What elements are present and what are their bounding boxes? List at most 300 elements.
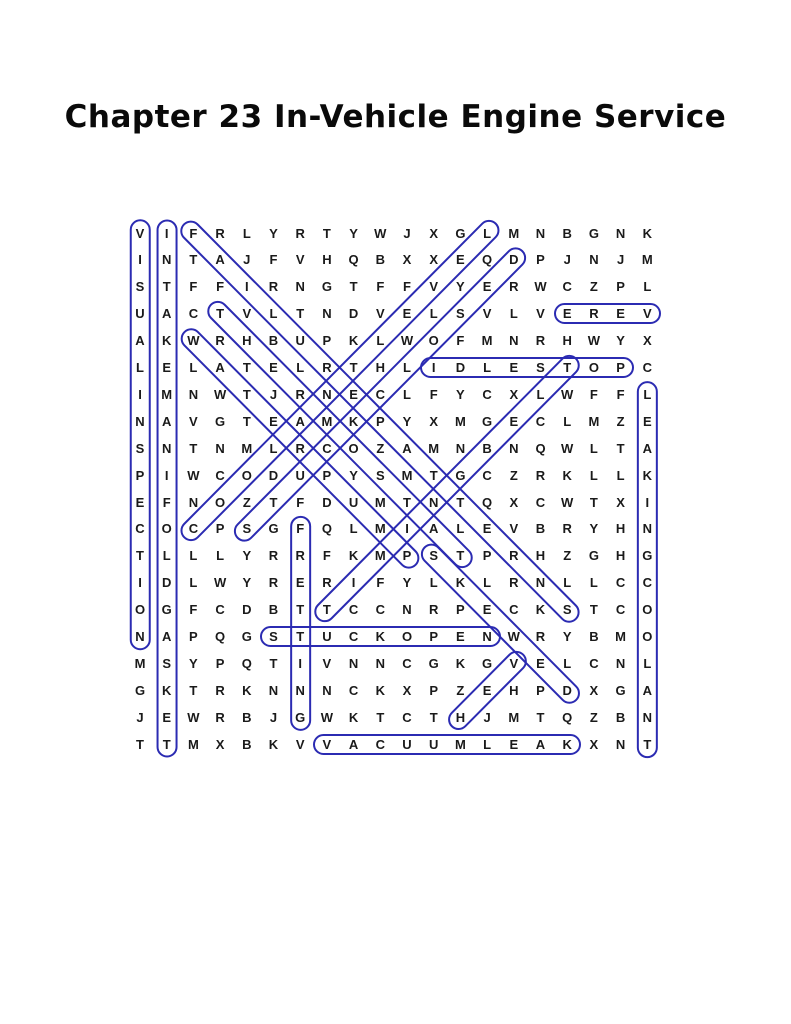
grid-letter: L bbox=[216, 548, 225, 564]
grid-letter: K bbox=[348, 709, 359, 725]
grid-letter: R bbox=[535, 467, 546, 483]
grid-letter: O bbox=[348, 440, 359, 456]
grid-letter: C bbox=[322, 440, 332, 456]
grid-letter: G bbox=[428, 655, 439, 671]
grid-letter: N bbox=[188, 386, 199, 402]
grid-letter: M bbox=[588, 413, 600, 429]
grid-letter: R bbox=[215, 709, 225, 725]
grid-letter: E bbox=[536, 655, 545, 671]
grid-letter: T bbox=[643, 736, 652, 752]
grid-letter: Y bbox=[456, 279, 465, 295]
grid-letter: X bbox=[642, 333, 652, 349]
grid-letter: N bbox=[322, 306, 332, 322]
grid-letter: N bbox=[509, 440, 519, 456]
grid-letter: M bbox=[641, 252, 653, 268]
grid-letter: J bbox=[563, 252, 571, 268]
grid-letter: K bbox=[348, 413, 359, 429]
grid-letter: Y bbox=[349, 225, 358, 241]
grid-letter: H bbox=[535, 548, 546, 564]
grid-letter: T bbox=[242, 386, 251, 402]
grid-letter: P bbox=[135, 467, 145, 483]
grid-letter: W bbox=[213, 386, 227, 402]
grid-letter: V bbox=[189, 413, 198, 429]
grid-letter: N bbox=[322, 386, 332, 402]
grid-letter: C bbox=[615, 602, 626, 618]
grid-letter: T bbox=[536, 709, 545, 725]
grid-letter: V bbox=[295, 252, 305, 268]
grid-letter: C bbox=[375, 602, 385, 618]
grid-letter: R bbox=[322, 575, 332, 591]
grid-letter: B bbox=[562, 225, 572, 241]
grid-letter: Q bbox=[482, 494, 493, 510]
grid-letter: K bbox=[161, 682, 172, 698]
grid-letter: N bbox=[375, 655, 385, 671]
grid-letter: X bbox=[215, 736, 225, 752]
grid-letter: C bbox=[482, 467, 492, 483]
grid-letter: G bbox=[134, 682, 146, 698]
grid-letter: T bbox=[403, 494, 411, 510]
grid-letter: R bbox=[295, 386, 305, 402]
grid-letter: O bbox=[215, 494, 226, 510]
grid-letter: C bbox=[188, 521, 199, 537]
grid-letter: A bbox=[161, 413, 172, 429]
grid-letter: L bbox=[563, 413, 572, 429]
grid-letter: L bbox=[456, 521, 465, 537]
grid-letter: P bbox=[429, 682, 439, 698]
grid-letter: C bbox=[509, 602, 519, 618]
grid-letter: F bbox=[456, 333, 465, 349]
grid-letter: Z bbox=[456, 682, 465, 698]
grid-letter: E bbox=[509, 413, 519, 429]
grid-letter: N bbox=[428, 494, 439, 510]
grid-letter: R bbox=[295, 225, 305, 241]
grid-letter: N bbox=[268, 682, 279, 698]
grid-letter: E bbox=[562, 306, 572, 322]
grid-letter: H bbox=[375, 360, 385, 375]
grid-letter: T bbox=[376, 709, 385, 725]
grid-letter: K bbox=[348, 548, 359, 564]
grid-letter: P bbox=[429, 629, 439, 644]
grid-letter: Y bbox=[456, 386, 465, 402]
grid-letter: P bbox=[322, 467, 332, 483]
grid-letter: W bbox=[534, 279, 547, 295]
grid-letter: H bbox=[455, 709, 466, 725]
grid-letter: F bbox=[429, 386, 438, 402]
grid-letter: I bbox=[351, 575, 356, 591]
grid-letter: C bbox=[348, 602, 359, 618]
grid-letter: E bbox=[616, 306, 625, 322]
grid-letter: P bbox=[456, 602, 465, 618]
grid-letter: N bbox=[402, 602, 412, 618]
grid-letter: T bbox=[322, 225, 331, 241]
grid-letter: L bbox=[429, 306, 438, 322]
grid-letter: I bbox=[164, 225, 169, 241]
grid-letter: S bbox=[375, 467, 385, 483]
grid-letter: S bbox=[269, 629, 278, 644]
grid-letter: F bbox=[189, 225, 198, 241]
grid-letter: T bbox=[456, 548, 465, 564]
grid-letter: G bbox=[455, 467, 466, 483]
grid-letter: N bbox=[482, 629, 492, 644]
grid-letter: A bbox=[135, 333, 145, 349]
grid-letter: L bbox=[296, 360, 305, 375]
grid-letter: G bbox=[588, 225, 599, 241]
grid-letter: X bbox=[509, 386, 519, 402]
grid-letter: C bbox=[535, 494, 546, 510]
grid-letter: Y bbox=[402, 575, 412, 591]
grid-letter: V bbox=[536, 306, 545, 322]
grid-letter: A bbox=[295, 413, 305, 429]
grid-letter: Y bbox=[189, 655, 198, 671]
grid-letter: R bbox=[295, 548, 305, 564]
grid-letter: R bbox=[509, 279, 519, 295]
grid-letter: H bbox=[322, 252, 332, 268]
grid-letter: Y bbox=[616, 333, 625, 349]
grid-letter: T bbox=[216, 306, 225, 322]
grid-letter: U bbox=[402, 736, 412, 752]
grid-letter: S bbox=[135, 440, 145, 456]
grid-letter: R bbox=[268, 279, 279, 295]
grid-letter: C bbox=[348, 682, 359, 698]
grid-letter: W bbox=[561, 440, 574, 456]
grid-letter: M bbox=[454, 413, 466, 429]
grid-letter: P bbox=[375, 413, 385, 429]
grid-letter: G bbox=[215, 413, 226, 429]
grid-letter: K bbox=[161, 333, 172, 349]
grid-letter: X bbox=[509, 494, 519, 510]
grid-letter: K bbox=[375, 629, 385, 644]
grid-letter: A bbox=[642, 682, 652, 698]
grid-letter: A bbox=[161, 306, 172, 322]
grid-letter: G bbox=[588, 548, 599, 564]
grid-letter: U bbox=[135, 306, 145, 322]
grid-letter: F bbox=[376, 279, 385, 295]
grid-letter: V bbox=[242, 306, 252, 322]
grid-letter: K bbox=[348, 333, 359, 349]
grid-letter: L bbox=[136, 360, 144, 375]
grid-letter: N bbox=[509, 333, 519, 349]
grid-letter: L bbox=[563, 575, 572, 591]
grid-letter: B bbox=[535, 521, 546, 537]
grid-letter: A bbox=[215, 360, 225, 375]
grid-letter: T bbox=[349, 279, 358, 295]
grid-letter: S bbox=[562, 602, 572, 618]
grid-letter: C bbox=[535, 413, 546, 429]
grid-letter: N bbox=[135, 413, 145, 429]
grid-letter: X bbox=[402, 682, 412, 698]
grid-letter: J bbox=[269, 709, 278, 725]
grid-letter: A bbox=[348, 736, 359, 752]
grid-letter: L bbox=[616, 467, 625, 483]
grid-letter: I bbox=[298, 655, 302, 671]
grid-letter: L bbox=[162, 548, 171, 564]
grid-letter: P bbox=[402, 548, 412, 564]
grid-letter: L bbox=[483, 736, 492, 752]
grid-letter: N bbox=[535, 225, 546, 241]
grid-letter: E bbox=[349, 386, 358, 402]
grid-letter: P bbox=[616, 360, 625, 375]
grid-letter: K bbox=[455, 655, 466, 671]
grid-letter: R bbox=[215, 225, 225, 241]
grid-letter: S bbox=[536, 360, 545, 375]
grid-letter: W bbox=[507, 629, 520, 644]
grid-letter: G bbox=[268, 521, 279, 537]
grid-letter: C bbox=[215, 602, 225, 618]
grid-letter: W bbox=[587, 333, 601, 349]
grid-letter: B bbox=[482, 440, 492, 456]
grid-letter: N bbox=[135, 629, 145, 644]
grid-letter: C bbox=[642, 360, 652, 375]
grid-letter: A bbox=[215, 252, 225, 268]
grid-letter: A bbox=[161, 629, 172, 644]
grid-letter: C bbox=[562, 279, 572, 295]
grid-letter: E bbox=[456, 252, 465, 268]
grid-letter: P bbox=[536, 682, 545, 698]
grid-letter: N bbox=[322, 682, 332, 698]
grid-letter: I bbox=[138, 252, 142, 268]
grid-letter: O bbox=[588, 360, 599, 375]
grid-letter: M bbox=[321, 413, 333, 429]
grid-letter: P bbox=[189, 629, 198, 644]
grid-letter: X bbox=[429, 413, 439, 429]
grid-letter: W bbox=[213, 575, 227, 591]
grid-letter: L bbox=[563, 655, 572, 671]
grid-letter: T bbox=[563, 360, 572, 375]
grid-letter: L bbox=[349, 521, 358, 537]
grid-letter: Y bbox=[349, 467, 358, 483]
grid-letter: T bbox=[162, 736, 171, 752]
grid-letter: V bbox=[509, 521, 519, 537]
grid-letter: G bbox=[161, 602, 172, 618]
grid-letter: M bbox=[615, 629, 627, 644]
grid-letter: T bbox=[589, 494, 598, 510]
grid-letter: N bbox=[642, 521, 652, 537]
grid-letter: K bbox=[642, 225, 652, 241]
grid-letter: W bbox=[187, 709, 200, 725]
grid-letter: C bbox=[348, 629, 359, 644]
grid-letter: C bbox=[642, 575, 652, 591]
grid-letter: L bbox=[403, 360, 411, 375]
grid-letter: C bbox=[615, 575, 626, 591]
grid-letter: G bbox=[321, 279, 332, 295]
grid-letter: M bbox=[374, 521, 386, 537]
grid-letter: L bbox=[643, 386, 652, 402]
grid-letter: F bbox=[269, 252, 278, 268]
grid-letter: N bbox=[161, 440, 172, 456]
grid-letter: F bbox=[616, 386, 625, 402]
grid-letter: C bbox=[589, 655, 599, 671]
grid-letter: N bbox=[642, 709, 652, 725]
grid-letter: M bbox=[508, 709, 520, 725]
grid-letter: F bbox=[189, 279, 198, 295]
grid-letter: F bbox=[322, 548, 331, 564]
grid-letter: J bbox=[616, 252, 625, 268]
grid-letter: Z bbox=[616, 413, 625, 429]
grid-letter: K bbox=[562, 736, 572, 752]
grid-letter: R bbox=[428, 602, 439, 618]
grid-letter: U bbox=[428, 736, 439, 752]
grid-letter: I bbox=[138, 575, 142, 591]
grid-letter: L bbox=[589, 467, 598, 483]
grid-letter: B bbox=[242, 736, 252, 752]
grid-letter: W bbox=[187, 333, 200, 349]
grid-letter: L bbox=[403, 386, 411, 402]
grid-letter: L bbox=[589, 440, 598, 456]
grid-letter: A bbox=[402, 440, 412, 456]
grid-letter: E bbox=[482, 682, 492, 698]
grid-letter: Y bbox=[589, 521, 599, 537]
grid-letter: I bbox=[431, 360, 436, 375]
grid-letter: R bbox=[509, 575, 519, 591]
grid-letter: H bbox=[615, 521, 626, 537]
grid-letter: M bbox=[401, 467, 413, 483]
grid-letter: B bbox=[589, 629, 599, 644]
grid-letter: J bbox=[269, 386, 278, 402]
grid-letter: E bbox=[509, 736, 519, 752]
grid-letter: W bbox=[320, 709, 334, 725]
grid-letter: U bbox=[322, 629, 332, 644]
grid-letter: E bbox=[135, 494, 145, 510]
grid-letter: L bbox=[376, 333, 385, 349]
grid-letter: O bbox=[241, 467, 252, 483]
grid-letter: N bbox=[535, 575, 546, 591]
grid-letter: L bbox=[536, 386, 545, 402]
grid-letter: B bbox=[242, 709, 252, 725]
grid-letter: M bbox=[454, 736, 466, 752]
grid-letter: N bbox=[348, 655, 359, 671]
grid-letter: D bbox=[455, 360, 466, 375]
grid-letter: S bbox=[135, 279, 145, 295]
grid-letter: R bbox=[295, 440, 305, 456]
grid-letter: Y bbox=[402, 413, 412, 429]
grid-letter: Q bbox=[482, 252, 493, 268]
grid-letter: I bbox=[405, 521, 409, 537]
grid-letter: V bbox=[429, 279, 439, 295]
grid-letter: N bbox=[161, 252, 172, 268]
grid-letter: Y bbox=[562, 629, 572, 644]
grid-letter: T bbox=[349, 360, 358, 375]
grid-letter: T bbox=[456, 494, 465, 510]
grid-letter: N bbox=[215, 440, 225, 456]
grid-letter: M bbox=[134, 655, 146, 671]
page-title: Chapter 23 In-Vehicle Engine Service bbox=[64, 99, 727, 135]
grid-letter: Y bbox=[242, 548, 252, 564]
grid-letter: C bbox=[375, 386, 385, 402]
grid-letter: K bbox=[242, 682, 252, 698]
grid-letter: T bbox=[189, 440, 198, 456]
grid-letter: A bbox=[642, 440, 652, 456]
grid-letter: P bbox=[322, 333, 332, 349]
grid-letter: M bbox=[161, 386, 173, 402]
grid-letter: D bbox=[509, 252, 519, 268]
grid-letter: K bbox=[562, 467, 572, 483]
grid-letter: T bbox=[296, 306, 305, 322]
grid-letter: L bbox=[189, 360, 198, 375]
grid-letter: I bbox=[138, 386, 142, 402]
grid-letter: Q bbox=[562, 709, 573, 725]
grid-letter: N bbox=[295, 279, 305, 295]
grid-letter: H bbox=[615, 548, 626, 564]
grid-letter: D bbox=[562, 682, 572, 698]
grid-letter: L bbox=[483, 360, 492, 375]
grid-letter: G bbox=[615, 682, 626, 698]
grid-letter: R bbox=[268, 548, 279, 564]
grid-letter: C bbox=[215, 467, 225, 483]
grid-letter: T bbox=[242, 413, 251, 429]
grid-letter: K bbox=[268, 736, 279, 752]
grid-letter: I bbox=[164, 467, 169, 483]
grid-letter: Y bbox=[242, 575, 252, 591]
grid-letter: T bbox=[189, 252, 198, 268]
grid-letter: V bbox=[322, 655, 332, 671]
grid-letter: T bbox=[322, 602, 331, 618]
grid-letter: V bbox=[509, 655, 519, 671]
grid-letter: K bbox=[375, 682, 385, 698]
grid-letter: W bbox=[561, 494, 574, 510]
grid-letter: E bbox=[269, 413, 278, 429]
grid-letter: V bbox=[295, 736, 305, 752]
grid-letter: D bbox=[348, 306, 359, 322]
grid-letter: H bbox=[509, 682, 519, 698]
grid-letter: D bbox=[268, 467, 279, 483]
grid-letter: W bbox=[400, 333, 414, 349]
grid-letter: V bbox=[642, 306, 652, 322]
grid-letter: I bbox=[244, 279, 249, 295]
grid-letter: Z bbox=[242, 494, 251, 510]
grid-letter: V bbox=[482, 306, 492, 322]
grid-letter: O bbox=[428, 333, 439, 349]
grid-letter: D bbox=[242, 602, 252, 618]
grid-letter: R bbox=[215, 333, 225, 349]
grid-letter: B bbox=[268, 602, 279, 618]
grid-letter: L bbox=[483, 575, 492, 591]
grid-letter: F bbox=[589, 386, 598, 402]
grid-letter: O bbox=[161, 521, 172, 537]
grid-letter: E bbox=[162, 709, 172, 725]
grid-letter: X bbox=[429, 252, 439, 268]
grid-letter: V bbox=[375, 306, 385, 322]
grid-letter: T bbox=[242, 360, 251, 375]
grid-letter: G bbox=[642, 548, 653, 564]
grid-letter: I bbox=[645, 494, 650, 510]
grid-letter: L bbox=[483, 225, 492, 241]
grid-letter: R bbox=[215, 682, 225, 698]
grid-letter: R bbox=[589, 306, 599, 322]
grid-letter: K bbox=[642, 467, 652, 483]
grid-letter: D bbox=[322, 494, 332, 510]
grid-letter: R bbox=[535, 629, 546, 644]
grid-letter: X bbox=[402, 252, 412, 268]
grid-letter: B bbox=[375, 252, 385, 268]
grid-letter: E bbox=[269, 360, 278, 375]
grid-letter: L bbox=[643, 279, 652, 295]
grid-letter: G bbox=[455, 225, 466, 241]
grid-letter: O bbox=[642, 629, 653, 644]
grid-letter: T bbox=[429, 709, 438, 725]
grid-letter: H bbox=[242, 333, 252, 349]
grid-letter: E bbox=[482, 521, 492, 537]
grid-letter: M bbox=[508, 225, 520, 241]
grid-letter: L bbox=[589, 575, 598, 591]
grid-letter: Q bbox=[348, 252, 359, 268]
grid-letter: L bbox=[189, 575, 198, 591]
grid-letter: V bbox=[322, 736, 332, 752]
grid-letter: E bbox=[162, 360, 172, 375]
grid-letter: S bbox=[242, 521, 252, 537]
grid-letter: Z bbox=[376, 440, 385, 456]
grid-letter: F bbox=[376, 575, 385, 591]
grid-letter: X bbox=[616, 494, 625, 510]
